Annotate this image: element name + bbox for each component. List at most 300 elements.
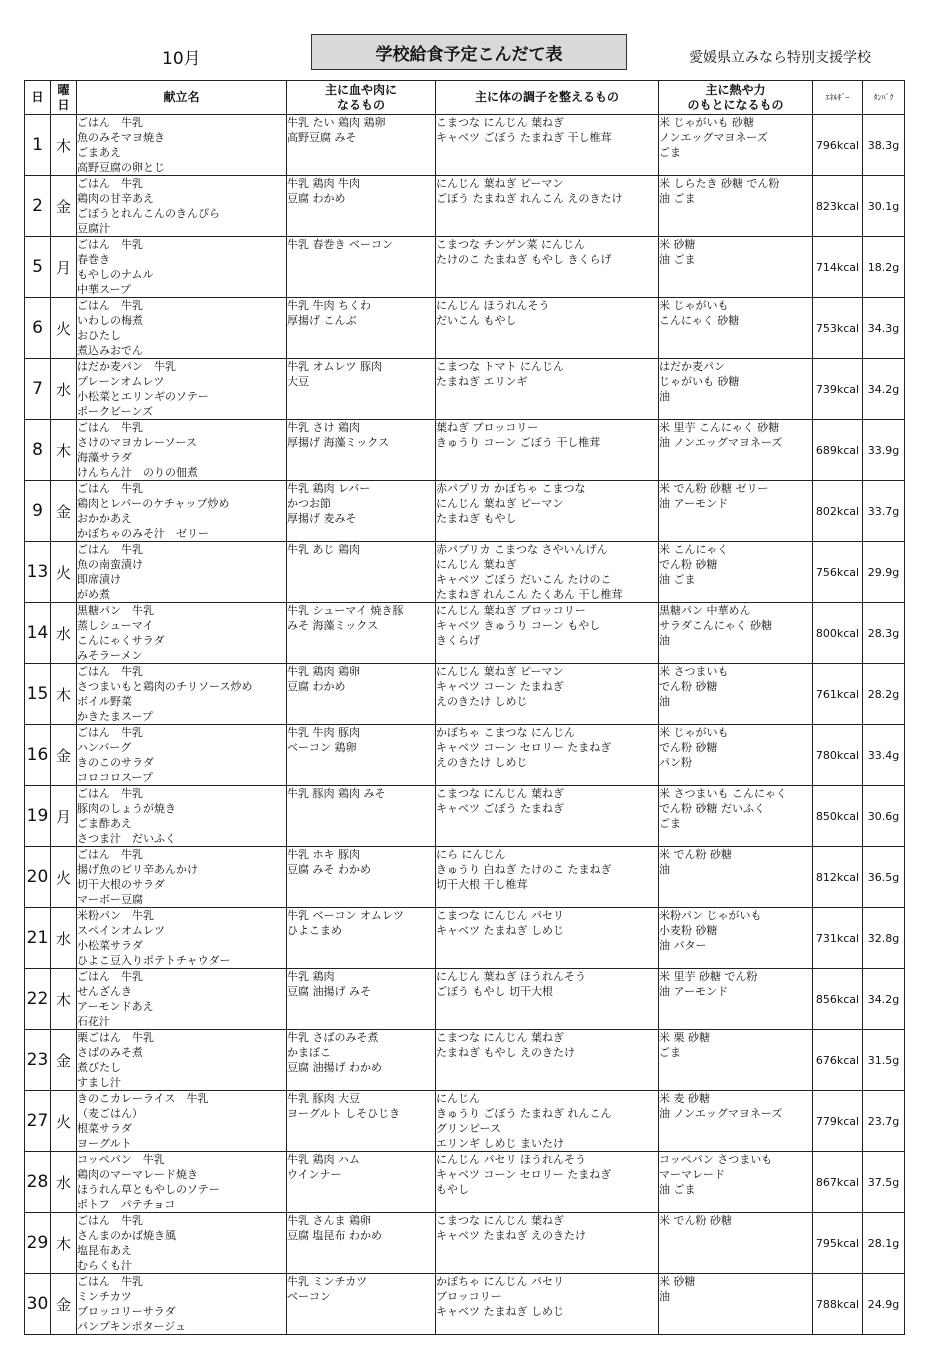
menu-cell [77,359,287,420]
green-group-cell [436,664,659,725]
cell-line: ヨーグルト [77,1137,132,1150]
cell-line: 揚げ魚のピリ辛あんかけ [77,863,198,876]
cell-line: ポトフ パテチョコ [77,1198,176,1211]
col-menu: 献立名 [77,81,287,115]
cell-line: 油 ごま [659,192,696,205]
yellow-group-cell [659,542,813,603]
cell-line: 牛乳 豚肉 大豆 [287,1092,360,1105]
green-group-cell [436,847,659,908]
cell-line: かぼちゃ にんじん パセリ [436,1275,564,1288]
weekday-cell: 木 [51,664,77,725]
day-cell: 21 [25,908,51,969]
yellow-group-cell [659,603,813,664]
weekday-cell: 火 [51,847,77,908]
energy-cell: 780kcal [813,725,863,786]
cell-line: キャベツ コーン セロリー たまねぎ [436,741,612,754]
cell-line: キャベツ ごぼう だいこん たけのこ [436,573,612,586]
day-cell: 14 [25,603,51,664]
yellow-group-cell [659,237,813,298]
cell-line: ごぼう たまねぎ れんこん えのきたけ [436,192,623,205]
protein-cell: 37.5g [863,1152,905,1213]
green-group-cell [436,420,659,481]
cell-line: 油 アーモンド [659,497,729,510]
table-row [25,481,905,542]
cell-line: コッペパン 牛乳 [77,1153,165,1166]
cell-line: にんじん 葉ねぎ ピーマン [436,177,564,190]
cell-line: 米粉パン じゃがいも [659,909,762,922]
weekday-cell: 金 [51,176,77,237]
cell-line: 豚肉のしょうが焼き [77,802,176,815]
cell-line: 牛乳 さけ 鶏肉 [287,421,360,434]
day-cell: 22 [25,969,51,1030]
cell-line: せんざんき [77,985,132,998]
cell-line: 油 ノンエッグマヨネーズ [659,1107,783,1120]
cell-line: 切干大根のサラダ [77,878,165,891]
cell-line: にんじん パセリ ほうれんそう [436,1153,586,1166]
cell-line: かまぼこ [287,1046,331,1059]
weekday-cell: 木 [51,969,77,1030]
cell-line: ポークビーンズ [77,405,154,418]
menu-cell [77,1213,287,1274]
cell-line: ごはん 牛乳 [77,1214,143,1227]
cell-line: グリンピース [436,1122,502,1135]
table-row [25,908,905,969]
day-cell: 27 [25,1091,51,1152]
cell-line: パン粉 [659,756,692,769]
energy-cell: 731kcal [813,908,863,969]
table-row [25,115,905,176]
day-cell: 7 [25,359,51,420]
yellow-group-cell [659,847,813,908]
cell-line: ごま [659,146,681,159]
menu-cell [77,1030,287,1091]
cell-line: ごはん 牛乳 [77,116,143,129]
cell-line: 中華スープ [77,283,131,296]
weekday-cell: 火 [51,1091,77,1152]
red-group-cell [287,1152,436,1213]
weekday-cell: 月 [51,786,77,847]
red-group-cell [287,115,436,176]
cell-line: にんじん 葉ねぎ ブロッコリー [436,604,586,617]
cell-line: 魚の南蛮漬け [77,558,143,571]
cell-line: 鶏肉とレバーのケチャップ炒め [77,497,230,510]
energy-cell: 802kcal [813,481,863,542]
cell-line: 赤パプリカ こまつな さやいんげん [436,543,608,556]
green-group-cell [436,542,659,603]
cell-line: 油 [659,695,670,708]
yellow-group-cell [659,481,813,542]
yellow-group-cell [659,664,813,725]
cell-line: 牛乳 鶏肉 ハム [287,1153,360,1166]
green-group-cell [436,359,659,420]
cell-line: ヨーグルト しそひじき [287,1107,401,1120]
energy-cell: 812kcal [813,847,863,908]
cell-line: ごはん 牛乳 [77,299,143,312]
cell-line: かきたまスープ [77,710,153,723]
yellow-group-cell [659,1030,813,1091]
yellow-group-cell [659,1213,813,1274]
menu-cell [77,603,287,664]
cell-line: キャベツ たまねぎ えのきたけ [436,1229,586,1242]
cell-line: 油 バター [659,939,707,952]
cell-line: ごま [659,817,681,830]
table-row [25,176,905,237]
cell-line: 米 里芋 こんにゃく 砂糖 [659,421,780,434]
day-cell: 30 [25,1274,51,1335]
yellow-group-cell [659,298,813,359]
cell-line: むらくも汁 [77,1259,132,1272]
cell-line: たけのこ たまねぎ もやし きくらげ [436,253,612,266]
cell-line: ごぼうとれんこんのきんぴら [77,207,220,220]
cell-line: 豆腐汁 [77,222,110,235]
cell-line: さんまのかば焼き風 [77,1229,176,1242]
cell-line: ごま [659,1046,681,1059]
day-cell: 6 [25,298,51,359]
cell-line: 牛乳 シューマイ 焼き豚 [287,604,404,617]
table-row [25,542,905,603]
day-cell: 5 [25,237,51,298]
cell-line: ひよこ豆入りポテトチャウダー [77,954,231,967]
cell-line: ベーコン [287,1290,331,1303]
cell-line: でん粉 砂糖 [659,680,718,693]
green-group-cell [436,786,659,847]
cell-line: 即席漬け [77,573,121,586]
cell-line: 米 里芋 砂糖 でん粉 [659,970,758,983]
cell-line: こまつな にんじん パセリ [436,909,564,922]
weekday-cell: 火 [51,298,77,359]
cell-line: たまねぎ もやし [436,512,517,525]
cell-line: 黒糖パン 牛乳 [77,604,154,617]
cell-line: かぼちゃ こまつな にんじん [436,726,575,739]
cell-line: 牛乳 ベーコン オムレツ [287,909,404,922]
cell-line: でん粉 砂糖 [659,741,718,754]
red-group-cell [287,1274,436,1335]
green-group-cell [436,1091,659,1152]
green-group-cell [436,725,659,786]
cell-line: 牛乳 鶏肉 鶏卵 [287,665,360,678]
energy-cell: 714kcal [813,237,863,298]
cell-line: えのきたけ しめじ [436,756,528,769]
protein-cell: 18.2g [863,237,905,298]
yellow-group-cell [659,725,813,786]
cell-line: 牛乳 牛肉 豚肉 [287,726,360,739]
red-group-cell [287,1030,436,1091]
table-row [25,359,905,420]
menu-cell [77,847,287,908]
cell-line: ごはん 牛乳 [77,543,143,556]
cell-line: ごはん 牛乳 [77,665,143,678]
cell-line: キャベツ たまねぎ しめじ [436,1305,564,1318]
cell-line: じゃがいも 砂糖 [659,375,740,388]
cell-line: 葉ねぎ ブロッコリー [436,421,539,434]
cell-line: きゅうり コーン ごぼう 干し椎茸 [436,436,601,449]
cell-line: 牛乳 ホキ 豚肉 [287,848,360,861]
cell-line: かつお節 [287,497,331,510]
cell-line: さつまいもと鶏肉のチリソース炒め [77,680,253,693]
cell-line: ごはん 牛乳 [77,482,143,495]
red-group-cell [287,847,436,908]
weekday-cell: 水 [51,359,77,420]
protein-cell: 34.2g [863,359,905,420]
cell-line: （麦ごはん） [77,1107,143,1120]
menu-cell [77,786,287,847]
cell-line: はだか麦パン 牛乳 [77,360,176,373]
energy-cell: 756kcal [813,542,863,603]
cell-line: 油 ごま [659,1183,696,1196]
menu-cell [77,1152,287,1213]
green-group-cell [436,237,659,298]
cell-line: 小松菜とエリンギのソテー [77,390,209,403]
yellow-group-cell [659,420,813,481]
cell-line: 塩昆布あえ [77,1244,132,1257]
cell-line: ごはん 牛乳 [77,1275,143,1288]
cell-line: きのこカレーライス 牛乳 [77,1092,209,1105]
cell-line: 牛乳 豚肉 鶏肉 みそ [287,787,386,800]
cell-line: 米 じゃがいも [659,299,729,312]
menu-cell [77,176,287,237]
menu-cell [77,1274,287,1335]
cell-line: こまつな にんじん 葉ねぎ [436,1214,564,1227]
protein-cell: 28.1g [863,1213,905,1274]
protein-cell: 32.8g [863,908,905,969]
cell-line: きゅうり 白ねぎ たけのこ たまねぎ [436,863,612,876]
day-cell: 16 [25,725,51,786]
cell-line: きゅうり ごぼう たまねぎ れんこん [436,1107,612,1120]
red-group-cell [287,603,436,664]
cell-line: たまねぎ もやし えのきたけ [436,1046,575,1059]
cell-line: スペインオムレツ [77,924,165,937]
day-cell: 13 [25,542,51,603]
energy-cell: 795kcal [813,1213,863,1274]
menu-cell [77,969,287,1030]
cell-line: パンプキンポタージュ [77,1320,187,1333]
col-day: 日 [25,81,51,115]
protein-cell: 31.5g [863,1030,905,1091]
cell-line: 鶏肉の甘辛あえ [77,192,154,205]
cell-line: 春巻き [77,253,110,266]
cell-line: ひよこまめ [287,924,342,937]
weekday-cell: 水 [51,603,77,664]
cell-line: 石花汁 [77,1015,110,1028]
cell-line: 大豆 [287,375,309,388]
col-energy: ｴﾈﾙｷﾞｰ [813,81,863,115]
yellow-group-cell [659,908,813,969]
yellow-group-cell [659,1091,813,1152]
energy-cell: 800kcal [813,603,863,664]
cell-line: 油 [659,390,670,403]
cell-line: 牛乳 鶏肉 牛肉 [287,177,360,190]
table-row [25,847,905,908]
weekday-cell: 金 [51,481,77,542]
protein-cell: 36.5g [863,847,905,908]
cell-line: にんじん 葉ねぎ ピーマン [436,497,564,510]
cell-line: 牛乳 さんま 鶏卵 [287,1214,371,1227]
protein-cell: 33.7g [863,481,905,542]
cell-line: 油 ごま [659,573,696,586]
cell-line: ほうれん草ともやしのソテー [77,1183,220,1196]
cell-line: キャベツ ごぼう たまねぎ 干し椎茸 [436,131,612,144]
cell-line: いわしの梅煮 [77,314,143,327]
cell-line: アーモンドあえ [77,1000,154,1013]
cell-line: すまし汁 [77,1076,121,1089]
cell-line: 油 アーモンド [659,985,729,998]
protein-cell: 34.3g [863,298,905,359]
energy-cell: 850kcal [813,786,863,847]
cell-line: キャベツ ごぼう たまねぎ [436,802,564,815]
cell-line: でん粉 砂糖 [659,558,718,571]
cell-line: 米 でん粉 砂糖 ゼリー [659,482,769,495]
cell-line: マーマレード [659,1168,725,1181]
cell-line: がめ煮 [77,588,110,601]
cell-line: ごはん 牛乳 [77,848,143,861]
energy-cell: 761kcal [813,664,863,725]
cell-line: 米 じゃがいも 砂糖 [659,116,754,129]
green-group-cell [436,603,659,664]
cell-line: こまつな トマト にんじん [436,360,564,373]
green-group-cell [436,1274,659,1335]
cell-line: 油 [659,1290,670,1303]
redHead-text: 主に血や肉に なるもの [324,82,397,112]
green-group-cell [436,1213,659,1274]
cell-line: 蒸しシューマイ [77,619,154,632]
cell-line: ウインナー [287,1168,342,1181]
weekday-cell: 金 [51,1274,77,1335]
cell-line: みそ 海藻ミックス [287,619,379,632]
table-row [25,1152,905,1213]
cell-line: ごま酢あえ [77,817,132,830]
cell-line: こんにゃく 砂糖 [659,314,740,327]
cell-line: サラダこんにゃく 砂糖 [659,619,773,632]
day-cell: 9 [25,481,51,542]
cell-line: 牛乳 オムレツ 豚肉 [287,360,382,373]
cell-line: 魚のみそマヨ焼き [77,131,165,144]
wdHead-text: 曜 日 [57,82,70,112]
cell-line: 油 [659,634,670,647]
cell-line: 米 じゃがいも [659,726,729,739]
green-group-cell [436,1152,659,1213]
cell-line: さけのマヨカレーソース [77,436,198,449]
cell-line: 米 砂糖 [659,238,696,251]
day-cell: 1 [25,115,51,176]
green-group-cell [436,115,659,176]
red-group-cell [287,908,436,969]
cell-line: 黒糖パン 中華めん [659,604,751,617]
cell-line: えのきたけ しめじ [436,695,528,708]
cell-line: 米 でん粉 砂糖 [659,848,732,861]
menu-table [24,80,905,1335]
cell-line: コロコロスープ [77,771,153,784]
cell-line: ごはん 牛乳 [77,726,143,739]
cell-line: きのこのサラダ [77,756,154,769]
cell-line: 厚揚げ 海藻ミックス [287,436,390,449]
protein-cell: 30.6g [863,786,905,847]
table-row [25,969,905,1030]
energy-cell: 867kcal [813,1152,863,1213]
cell-line: ブロッコリー [436,1290,502,1303]
cell-line: 豆腐 塩昆布 わかめ [287,1229,382,1242]
cell-line: たまねぎ れんこん たくあん 干し椎茸 [436,588,623,601]
col-yellow [659,81,813,115]
red-group-cell [287,481,436,542]
energy-cell: 739kcal [813,359,863,420]
table-row [25,786,905,847]
cell-line: にんじん [436,1092,480,1105]
day-cell: 19 [25,786,51,847]
table-row [25,1091,905,1152]
cell-line: 米 でん粉 砂糖 [659,1214,732,1227]
cell-line: にら にんじん [436,848,506,861]
cell-line: 米 こんにゃく [659,543,729,556]
cell-line: ごまあえ [77,146,121,159]
energy-cell: 823kcal [813,176,863,237]
table-row [25,1030,905,1091]
menu-cell [77,298,287,359]
red-group-cell [287,725,436,786]
day-cell: 20 [25,847,51,908]
cell-line: 牛乳 ミンチカツ [287,1275,368,1288]
cell-line: 米 麦 砂糖 [659,1092,710,1105]
day-cell: 15 [25,664,51,725]
cell-line: 牛乳 牛肉 ちくわ [287,299,371,312]
energy-cell: 753kcal [813,298,863,359]
cell-line: ごはん 牛乳 [77,177,143,190]
weekday-cell: 水 [51,1152,77,1213]
red-group-cell [287,664,436,725]
cell-line: キャベツ コーン たまねぎ [436,680,564,693]
cell-line: 小松菜サラダ [77,939,143,952]
cell-line: こんにゃくサラダ [77,634,165,647]
cell-line: こまつな にんじん 葉ねぎ [436,116,564,129]
cell-line: 厚揚げ 麦みそ [287,512,357,525]
cell-line: ごはん 牛乳 [77,970,143,983]
protein-cell: 24.9g [863,1274,905,1335]
green-group-cell [436,176,659,237]
energy-cell: 689kcal [813,420,863,481]
cell-line: 豆腐 油揚げ みそ [287,985,371,998]
cell-line: キャベツ たまねぎ しめじ [436,924,564,937]
green-group-cell [436,481,659,542]
protein-cell: 28.2g [863,664,905,725]
cell-line: 油 ごま [659,253,696,266]
day-cell: 28 [25,1152,51,1213]
weekday-cell: 金 [51,725,77,786]
weekday-cell: 水 [51,908,77,969]
day-cell: 2 [25,176,51,237]
cell-line: 厚揚げ こんぶ [287,314,357,327]
cell-line: ごはん 牛乳 [77,238,143,251]
red-group-cell [287,176,436,237]
cell-line: 米粉パン 牛乳 [77,909,154,922]
weekday-cell: 木 [51,115,77,176]
cell-line: ハンバーグ [77,741,132,754]
cell-line: 煮込みおでん [77,344,143,357]
energy-cell: 856kcal [813,969,863,1030]
cell-line: 油 [659,863,670,876]
cell-line: 豆腐 油揚げ わかめ [287,1061,382,1074]
table-row [25,237,905,298]
cell-line: にんじん 葉ねぎ ピーマン [436,665,564,678]
cell-line: ごはん 牛乳 [77,787,143,800]
cell-line: たまねぎ エリンギ [436,375,528,388]
cell-line: 牛乳 鶏肉 レバー [287,482,371,495]
yellow-group-cell [659,1274,813,1335]
menu-cell [77,542,287,603]
cell-line: ボイル野菜 [77,695,132,708]
protein-cell: 33.4g [863,725,905,786]
cell-line: 牛乳 春巻き ベーコン [287,238,393,251]
red-group-cell [287,786,436,847]
green-group-cell [436,908,659,969]
